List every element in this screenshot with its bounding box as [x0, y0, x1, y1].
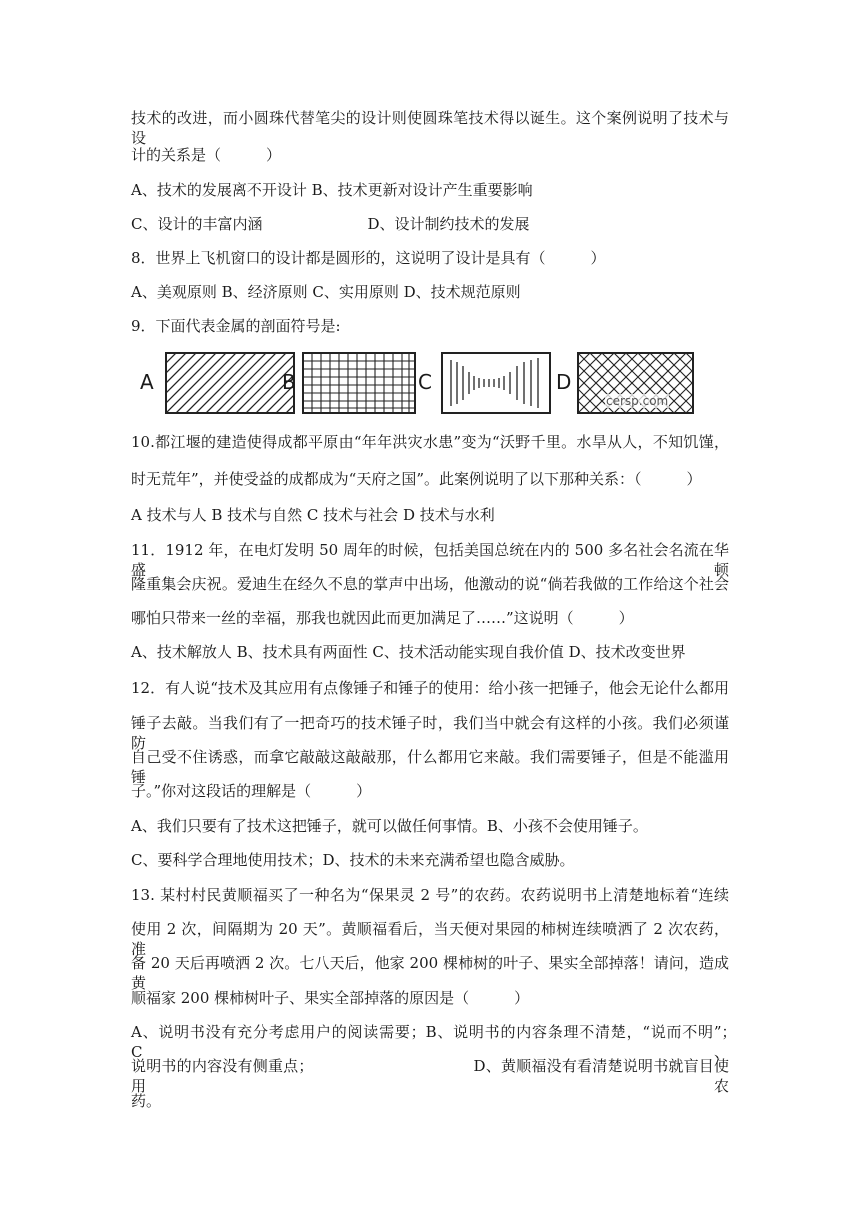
text-line: 时无荒年”，并使受益的成都成为“天府之国”。此案例说明了以下那种关系：（ ）: [131, 470, 702, 488]
text-line: 药。: [131, 1092, 162, 1110]
grid-hatch-symbol: [302, 352, 416, 414]
text-line: 技术的改进，而小圆珠代替笔尖的设计则使圆珠笔技术得以诞生。这个案例说明了技术与设: [131, 109, 729, 147]
figure-label-c: C: [418, 370, 432, 394]
vertical-lines-symbol: [441, 352, 551, 414]
option-line: A、我们只要有了技术这把锤子，就可以做任何事情。B、小孩不会使用锤子。: [131, 817, 648, 835]
question-9: 9．下面代表金属的剖面符号是:: [131, 317, 341, 335]
option-line: C、要科学合理地使用技术；D、技术的未来充满希望也隐含威胁。: [131, 851, 575, 869]
option-line: A、技术解放人 B、技术具有两面性 C、技术活动能实现自我价值 D、技术改变世界: [131, 643, 686, 661]
option-line: A 技术与人 B 技术与自然 C 技术与社会 D 技术与水利: [131, 506, 495, 524]
text-line: 顺福家 200 棵柿树叶子、果实全部掉落的原因是（ ）: [131, 989, 530, 1007]
question-11: 11．1912 年，在电灯发明 50 周年的时候，包括美国总统在内的 500 多名社会名流在华盛顿: [131, 541, 729, 579]
option-line: C、设计的丰富内涵 D、设计制约技术的发展: [131, 215, 530, 233]
question-8: 8．世界上飞机窗口的设计都是圆形的，这说明了设计是具有（ ）: [131, 249, 606, 267]
text-line: 子。”你对这段话的理解是（ ）: [131, 782, 372, 800]
text-line: 自己受不住诱惑，而拿它敲敲这敲敲那，什么都用它来敲。我们需要锤子，但是不能滥用锤: [131, 748, 729, 786]
text-line: 计的关系是（ ）: [131, 146, 282, 164]
option-line: 说明书的内容没有侧重点； D、黄顺福没有看清楚说明书就盲目使用农: [131, 1057, 729, 1095]
question-13: 13. 某村村民黄顺福买了一种名为“保果灵 2 号”的农药。农药说明书上清楚地标着“连续: [131, 886, 729, 904]
section-symbols-figure: [140, 352, 700, 420]
option-line: A、说明书没有充分考虑用户的阅读需要；B、说明书的内容条理不清楚，“说而不明”； C、: [131, 1023, 760, 1061]
option-line: A、技术的发展离不开设计 B、技术更新对设计产生重要影响: [131, 181, 533, 199]
question-12: 12．有人说“技术及其应用有点像锤子和锤子的使用：给小孩一把锤子，他会无论什么都用: [131, 679, 729, 697]
text-line: 哪怕只带来一丝的幸福，那我也就因此而更加满足了……”这说明（ ）: [131, 609, 634, 627]
watermark-text: cersp.com: [606, 394, 669, 408]
question-10: 10.都江堰的建造使得成都平原由“年年洪灾水患”变为“沃野千里。水旱从人，不知饥馑，: [131, 433, 729, 451]
diagonal-hatch-symbol: [165, 352, 295, 414]
text-line: 锤子去敲。当我们有了一把奇巧的技术锤子时，我们当中就会有这样的小孩。我们必须谨防: [131, 714, 729, 752]
figure-label-d: D: [556, 370, 572, 394]
figure-label-a: A: [140, 370, 154, 394]
text-line: 隆重集会庆祝。爱迪生在经久不息的掌声中出场，他激动的说“倘若我做的工作给这个社会: [131, 575, 729, 593]
figure-label-b: B: [282, 370, 296, 394]
option-line: A、美观原则 B、经济原则 C、实用原则 D、技术规范原则: [131, 283, 521, 301]
text-line: 备 20 天后再喷洒 2 次。七八天后，他家 200 棵柿树的叶子、果实全部掉落！请问，造成黄: [131, 954, 729, 992]
text-line: 使用 2 次，间隔期为 20 天”。黄顺福看后，当天便对果园的柿树连续喷洒了 2 次农药，准: [131, 920, 729, 958]
